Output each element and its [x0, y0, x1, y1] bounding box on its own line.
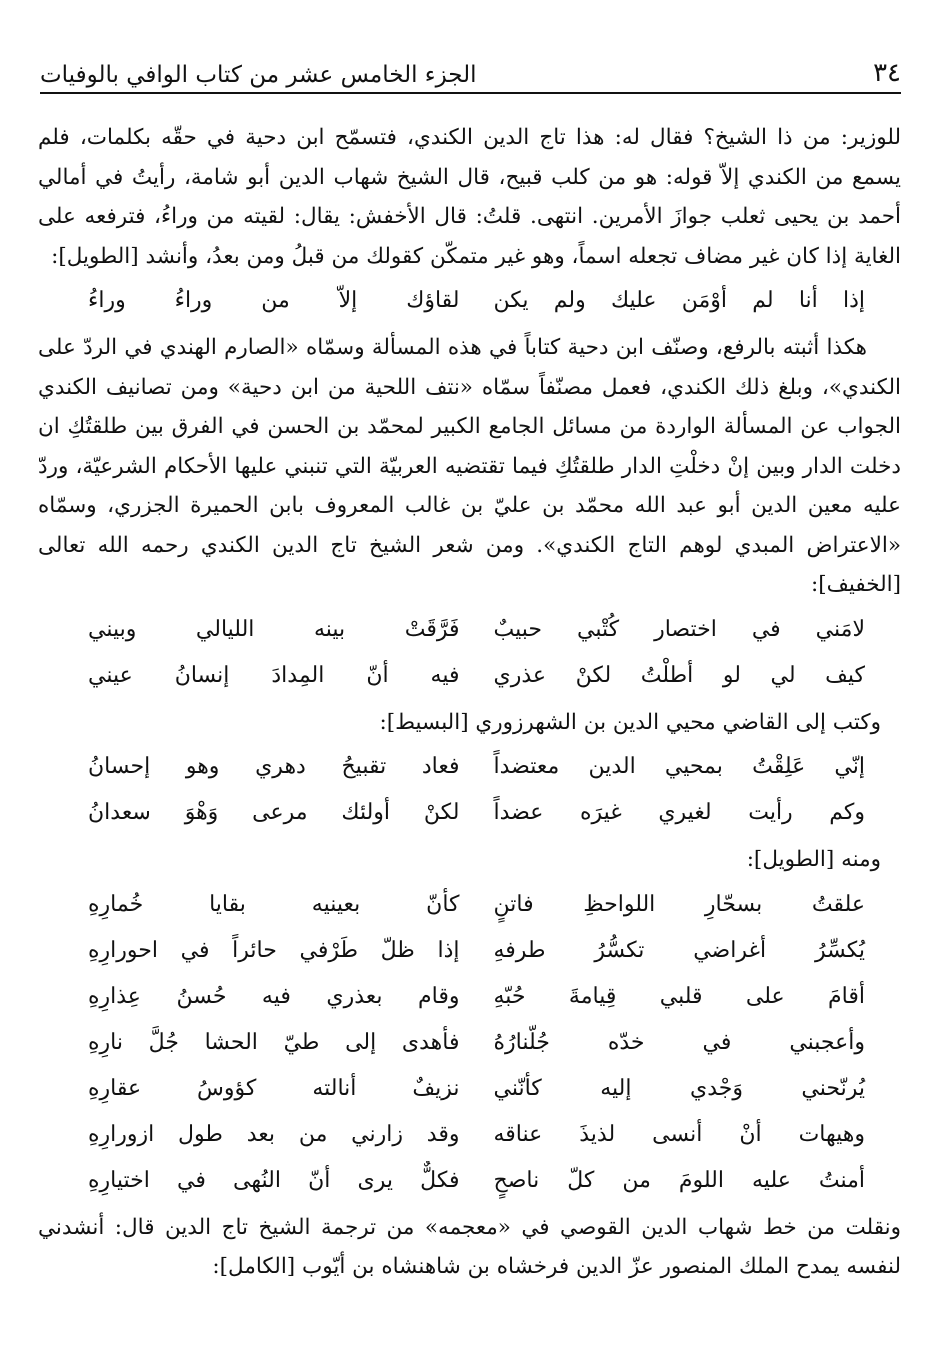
verse-line [38, 607, 901, 653]
verse-first-hemistich: يُكسِّرُ أغراضي تكسُّرُ طرفهِ [493, 937, 865, 963]
paragraph-5: ونقلت من خط شهاب الدين القوصي في «معجمه» من ترجمة الشيخ تاج الدين قال: أنشدني لنفسه يمدح الملك المنصور عزّ الدين فرخشاه بن شاهنشاه بن أيّوب [الكامل]: [38, 1214, 901, 1279]
verse-second-hemistich: كأنّ بعينيه بقايا خُمارِهِ [88, 891, 460, 917]
verse-first-hemistich: يُرنّحني وَجْدي إليه كأنّني [493, 1075, 865, 1101]
verse-line [38, 928, 901, 974]
verse-line [38, 882, 901, 928]
verse-line [38, 1066, 901, 1112]
verse-block-2 [38, 607, 901, 699]
verse-first-hemistich: إنّي عَلِقْتُ بمحيي الدين معتضداً [493, 754, 865, 780]
verse-second-hemistich: لكنْ أولئك مرعى وَهْوَ سعدانُ [88, 800, 460, 826]
verse-second-hemistich: فيه أنّ المِدادَ إنسانُ عيني [88, 662, 460, 688]
verse-first-hemistich: وهيهات أنْ أنسى لذيذَ عناقه [493, 1121, 865, 1147]
verse-second-hemistich: فَرَّقَتْ بينه الليالي وبيني [88, 616, 460, 642]
page-number: ٣٤ [873, 58, 901, 88]
verse-first-hemistich: أمنتُ عليه اللومَ من كلّ ناصحٍ [493, 1167, 865, 1193]
page-body [38, 118, 901, 1287]
verse-block-4 [38, 882, 901, 1204]
verse-line [38, 744, 901, 790]
paragraph-1: للوزير: من ذا الشيخ؟ فقال له: هذا تاج الدين الكندي، فتسمّح ابن دحية في حقّه بكلمات، فلم يسمع من الكندي إلاّ قوله: هو من كلب قبيح، قال الشيخ شهاب الدين أبو شامة، رأيتُ في أمالي أحمد بن يحيى ثعلب جوازَ الأمرين. انتهى. قلتُ: قال الأخفش: يقال: لقيته من وراءُ، فترفعه على الغاية إذا كان غير مضاف تجعله اسماً، وهو غير متمكّن كقولك من قبلُ ومن بعدُ، وأنشد [الطويل]: [38, 125, 901, 269]
paragraph-3: وكتب إلى القاضي محيي الدين بن الشهرزوري [البسيط]: [379, 709, 881, 735]
verse-second-hemistich: وقد زارني من بعد طول ازورارِهِ [88, 1121, 460, 1147]
verse-first-hemistich: وأعجبني في خدّه جُلّنارُهُ [493, 1029, 865, 1055]
verse-second-hemistich: لقاؤك إلاّ من وراءُ وراءُ [88, 288, 460, 314]
verse-second-hemistich: وقام بعذري فيه حُسنُ عِذارِهِ [88, 983, 460, 1009]
verse-first-hemistich: كيف لي لو أطلْتُ لكنْ عذري [493, 662, 865, 688]
verse-first-hemistich: إذا أنا لم أوْمَن عليك ولم يكن [493, 288, 865, 314]
verse-line [38, 278, 901, 324]
verse-first-hemistich: أقامَ على قلبي قِيامةَ حُبّهِ [493, 983, 865, 1009]
verse-second-hemistich: إذا ظلّ طَرْفي حائراً في احورارِهِ [88, 937, 460, 963]
running-title: الجزء الخامس عشر من كتاب الوافي بالوفيات [40, 62, 477, 88]
verse-block-1 [38, 278, 901, 324]
verse-line [38, 1020, 901, 1066]
verse-block-3 [38, 744, 901, 836]
paragraph-4: ومنه [الطويل]: [746, 847, 881, 872]
page-header [40, 44, 901, 94]
verse-line [38, 974, 901, 1020]
verse-second-hemistich: نزيفٌ أنالته كؤوسُ عقارِهِ [88, 1075, 460, 1101]
verse-first-hemistich: لامَني في اختصار كُتْبي حبيبٌ [493, 616, 865, 642]
verse-second-hemistich: فكلٌّ يرى أنّ النُهى في اختيارِهِ [88, 1167, 460, 1193]
verse-line [38, 790, 901, 836]
verse-line [38, 1158, 901, 1204]
verse-second-hemistich: فعاد تقبيحُ دهري وهو إحسانُ [88, 754, 460, 780]
verse-first-hemistich: وكم رأيت لغيري غيرَه عضداً [493, 800, 865, 826]
verse-second-hemistich: فأهدى إلى طيّ الحشا جُلَّ نارِهِ [88, 1029, 460, 1055]
verse-first-hemistich: علقتُ بسحّارِ اللواحظِ فاتنٍ [493, 891, 865, 917]
paragraph-2: هكذا أثبته بالرفع، وصنّف ابن دحية كتاباً في هذه المسألة وسمّاه «الصارم الهندي في الردّ على الكندي»، وبلغ ذلك الكندي، فعمل مصنّفاً سمّاه «نتف اللحية من ابن دحية» ومن تصانيف الكندي الجواب عن المسألة الواردة من مسائل الجامع الكبير لمحمّد بن الحسن في الفرق بين طلقتُكِ ان دخلت الدار وبين إنْ دخلْتِ الدار طلقتُكِ فيما تقتضيه العربيّة التي تنبني عليها الأحكام الشرعيّة، وردّ عليه معين الدين أبو عبد الله محمّد بن عليّ بن غالب المعروف بابن الحميرة الجزري، وسمّاه «الاعتراض المبدي لوهم التاج الكندي». ومن شعر الشيخ تاج الدين الكندي رحمه الله تعالى [الخفيف]: [38, 335, 901, 597]
verse-line [38, 653, 901, 699]
verse-line [38, 1112, 901, 1158]
